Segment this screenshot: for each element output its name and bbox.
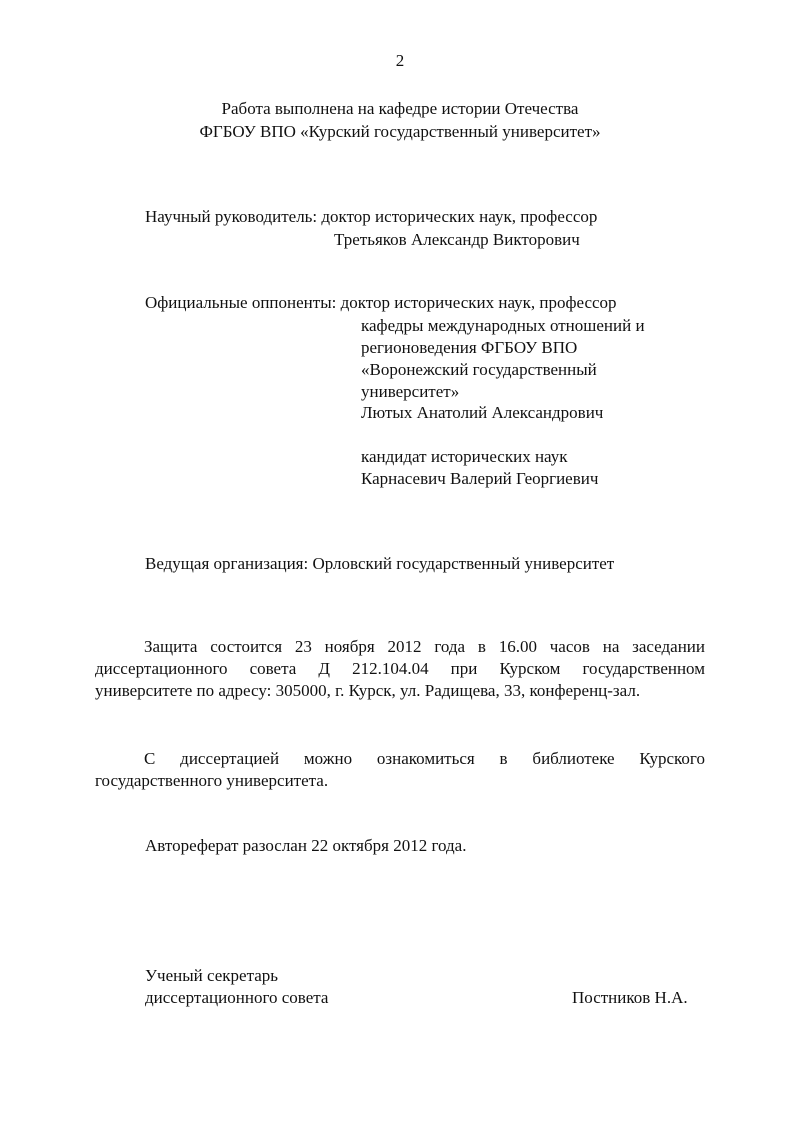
defense-paragraph <box>95 636 705 702</box>
library-line-2: государственного университета. <box>95 771 329 790</box>
supervisor-label <box>145 206 597 228</box>
secretary-name: Постников Н.А. <box>572 988 688 1007</box>
opponent-1-line-4: «Воронежский государственный <box>361 360 597 379</box>
header-line-2: ФГБОУ ВПО «Курский государственный университет» <box>199 122 601 141</box>
opponent-2-degree: кандидат исторических наук <box>361 447 568 466</box>
header-line-1: Работа выполнена на кафедре истории Отечества <box>221 99 579 118</box>
defense-line-3: университете по адресу: 305000, г. Курск, ул. Радищева, 33, конференц-зал. <box>95 681 641 700</box>
supervisor-degree: доктор исторических наук, профессор <box>321 207 598 226</box>
opponent-2-name: Карнасевич Валерий Георгиевич <box>361 469 599 488</box>
opponents-label: Официальные оппоненты: <box>145 293 337 312</box>
abstract-sent: Автореферат разослан 22 октября 2012 года. <box>145 836 467 855</box>
opponent-1-name: Лютых Анатолий Александрович <box>361 403 604 422</box>
opponent-1-line-2: кафедры международных отношений и <box>361 316 645 335</box>
supervisor-name: Третьяков Александр Викторович <box>334 230 580 249</box>
cropped-next-line <box>145 1122 665 1132</box>
defense-line-1: Защита состоится 23 ноября 2012 года в 16.00 часов на заседании <box>144 637 705 656</box>
opponent-1-line-1: доктор исторических наук, профессор <box>340 293 617 312</box>
secretary-title-line-2: диссертационного совета <box>145 988 329 1007</box>
library-line-1: С диссертацией можно ознакомиться в библиотеке Курского <box>144 749 705 768</box>
secretary-title-line-1: Ученый секретарь <box>145 966 279 985</box>
lead-organization: Ведущая организация: Орловский государственный университет <box>145 554 615 573</box>
supervisor-label-text: Научный руководитель: <box>145 207 318 226</box>
opponent-1-line-5: университет» <box>361 382 460 401</box>
opponents-label-line <box>145 292 617 314</box>
opponent-1-line-3: регионоведения ФГБОУ ВПО <box>361 338 578 357</box>
defense-line-2: диссертационного совета Д 212.104.04 при Курском государственном <box>95 659 705 678</box>
page-number: 2 <box>395 51 405 70</box>
library-paragraph <box>95 748 705 792</box>
